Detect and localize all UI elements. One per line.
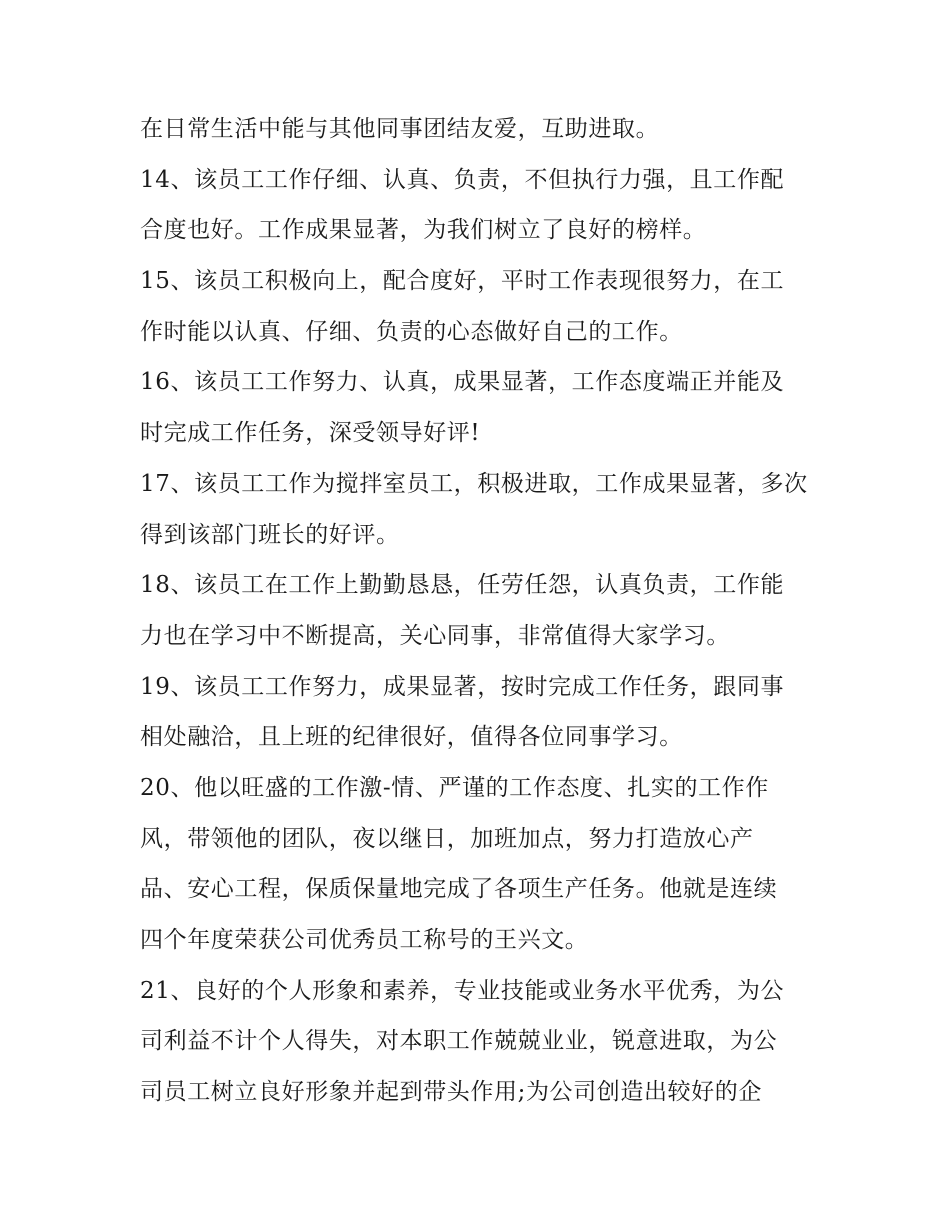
text-line: 17、该员工工作为搅拌室员工，积极进取，工作成果显著，多次 xyxy=(140,470,808,497)
text-line: 时完成工作任务，深受领导好评! xyxy=(140,420,481,447)
text-line: 司利益不计个人得失，对本职工作兢兢业业，锐意进取，为公 xyxy=(140,1028,778,1055)
text-line: 相处融洽，且上班的纪律很好，值得各位同事学习。 xyxy=(140,724,683,751)
text-line: 四个年度荣获公司优秀员工称号的王兴文。 xyxy=(140,927,589,953)
document-body xyxy=(140,104,820,1118)
text-line: 19、该员工工作努力，成果显著，按时完成工作任务，跟同事 xyxy=(140,673,785,700)
text-line: 15、该员工积极向上，配合度好，平时工作表现很努力，在工 xyxy=(140,268,785,295)
text-line: 14、该员工工作仔细、认真、负责，不但执行力强，且工作配 xyxy=(140,166,785,193)
text-line: 21、良好的个人形象和素养，专业技能或业务水平优秀，为公 xyxy=(140,977,785,1004)
text-line: 16、该员工工作努力、认真，成果显著，工作态度端正并能及 xyxy=(140,369,785,396)
text-line: 风，带领他的团队，夜以继日，加班加点，努力打造放心产 xyxy=(140,825,754,852)
text-line: 得到该部门班长的好评。 xyxy=(140,521,400,548)
text-line: 品、安心工程，保质保量地完成了各项生产任务。他就是连续 xyxy=(140,876,778,903)
text-line: 18、该员工在工作上勤勤恳恳，任劳任怨，认真负责，工作能 xyxy=(140,572,785,599)
text-line: 力也在学习中不断提高，关心同事，非常值得大家学习。 xyxy=(140,622,730,649)
text-line: 作时能以认真、仔细、负责的心态做好自己的工作。 xyxy=(140,318,683,345)
text-line: 20、他以旺盛的工作激-情、严谨的工作态度、扎实的工作作 xyxy=(140,774,769,801)
text-line: 在日常生活中能与其他同事团结友爱，互助进取。 xyxy=(140,116,660,142)
text-line: 合度也好。工作成果显著，为我们树立了良好的榜样。 xyxy=(140,217,707,244)
text-line: 司员工树立良好形象并起到带头作用;为公司创造出较好的企 xyxy=(140,1079,762,1106)
